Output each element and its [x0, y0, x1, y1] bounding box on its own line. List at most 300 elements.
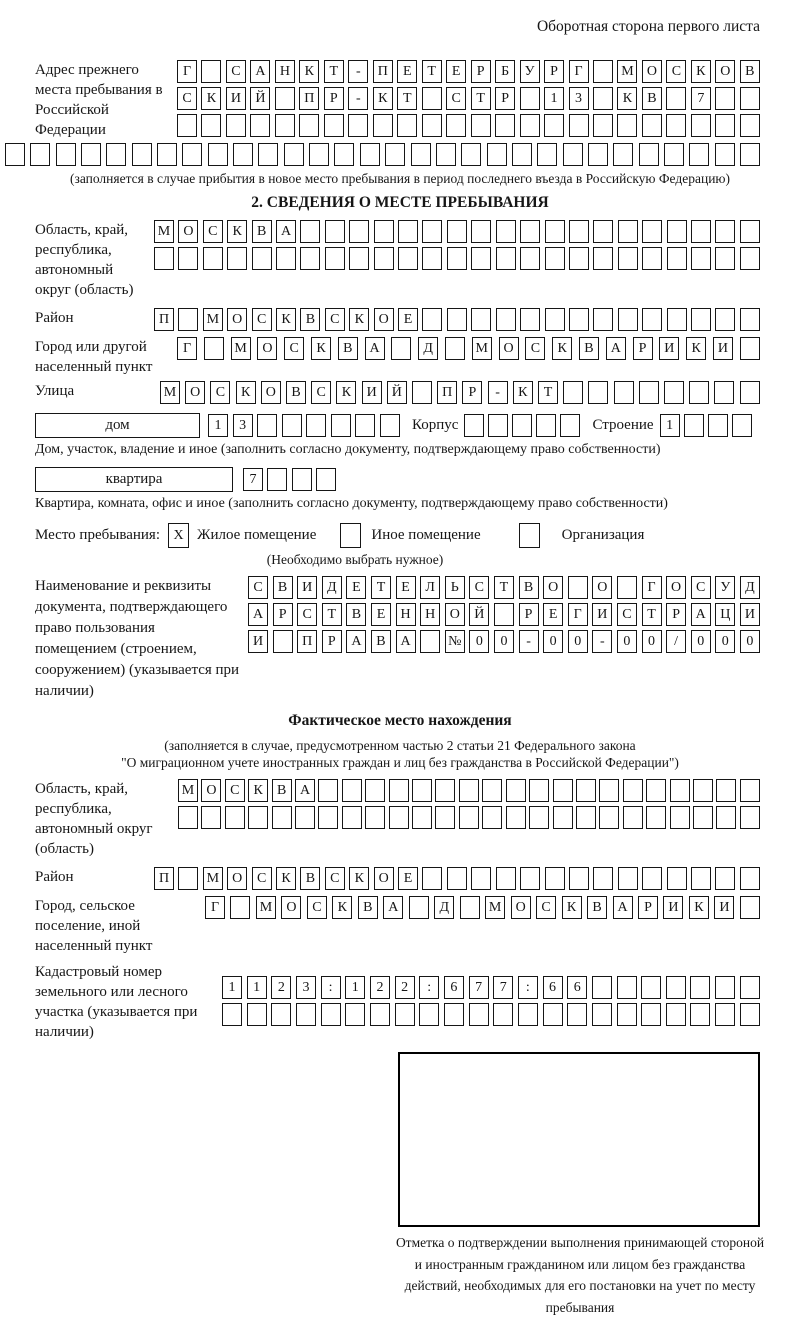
char-box[interactable]: [300, 247, 320, 270]
char-box[interactable]: К: [349, 867, 369, 890]
char-box[interactable]: О: [178, 220, 198, 243]
char-box[interactable]: Е: [397, 60, 417, 83]
char-box[interactable]: [740, 806, 760, 829]
char-box[interactable]: П: [154, 867, 174, 890]
char-box[interactable]: 0: [469, 630, 489, 653]
char-box[interactable]: [422, 87, 442, 110]
char-box[interactable]: [520, 247, 540, 270]
char-box[interactable]: С: [536, 896, 556, 919]
char-box[interactable]: [464, 414, 484, 437]
char-box[interactable]: 0: [568, 630, 588, 653]
char-box[interactable]: О: [666, 576, 686, 599]
other-premises-checkbox[interactable]: [340, 523, 361, 548]
char-box[interactable]: [471, 867, 491, 890]
char-box[interactable]: [284, 143, 304, 166]
char-box[interactable]: С: [252, 867, 272, 890]
char-box[interactable]: [204, 337, 224, 360]
char-box[interactable]: К: [373, 87, 393, 110]
char-box[interactable]: [496, 220, 516, 243]
char-box[interactable]: Д: [434, 896, 454, 919]
char-box[interactable]: [275, 114, 295, 137]
char-box[interactable]: [411, 143, 431, 166]
char-box[interactable]: 1: [660, 414, 680, 437]
char-box[interactable]: Т: [371, 576, 391, 599]
char-box[interactable]: [593, 114, 613, 137]
char-box[interactable]: П: [373, 60, 393, 83]
char-box[interactable]: [444, 1003, 464, 1026]
char-box[interactable]: [618, 308, 638, 331]
char-box[interactable]: [740, 779, 760, 802]
char-box[interactable]: -: [348, 87, 368, 110]
char-box[interactable]: С: [248, 576, 268, 599]
char-box[interactable]: [459, 779, 479, 802]
char-box[interactable]: К: [248, 779, 268, 802]
char-box[interactable]: [106, 143, 126, 166]
char-box[interactable]: -: [348, 60, 368, 83]
char-box[interactable]: [282, 414, 302, 437]
char-box[interactable]: [154, 247, 174, 270]
char-box[interactable]: /: [666, 630, 686, 653]
char-box[interactable]: К: [227, 220, 247, 243]
char-box[interactable]: К: [311, 337, 331, 360]
char-box[interactable]: 6: [444, 976, 464, 999]
char-box[interactable]: [617, 576, 637, 599]
char-box[interactable]: [715, 247, 735, 270]
char-box[interactable]: С: [325, 308, 345, 331]
char-box[interactable]: П: [437, 381, 457, 404]
char-box[interactable]: [642, 308, 662, 331]
char-box[interactable]: [617, 1003, 637, 1026]
char-box[interactable]: [666, 87, 686, 110]
char-box[interactable]: №: [445, 630, 465, 653]
char-box[interactable]: В: [358, 896, 378, 919]
char-box[interactable]: [374, 220, 394, 243]
char-box[interactable]: [715, 220, 735, 243]
char-box[interactable]: С: [469, 576, 489, 599]
char-box[interactable]: [537, 143, 557, 166]
char-box[interactable]: [740, 220, 760, 243]
char-box[interactable]: П: [299, 87, 319, 110]
char-box[interactable]: У: [520, 60, 540, 83]
char-box[interactable]: Т: [397, 87, 417, 110]
char-box[interactable]: [716, 779, 736, 802]
char-box[interactable]: [445, 337, 465, 360]
char-box[interactable]: [447, 308, 467, 331]
char-box[interactable]: [300, 220, 320, 243]
char-box[interactable]: Е: [371, 603, 391, 626]
char-box[interactable]: [689, 143, 709, 166]
char-box[interactable]: [714, 381, 734, 404]
char-box[interactable]: 3: [233, 414, 253, 437]
char-box[interactable]: [460, 896, 480, 919]
char-box[interactable]: [599, 779, 619, 802]
char-box[interactable]: С: [446, 87, 466, 110]
char-box[interactable]: [563, 143, 583, 166]
char-box[interactable]: [258, 143, 278, 166]
char-box[interactable]: [276, 247, 296, 270]
char-box[interactable]: [482, 806, 502, 829]
char-box[interactable]: В: [740, 60, 760, 83]
char-box[interactable]: [666, 114, 686, 137]
char-box[interactable]: [740, 87, 760, 110]
char-box[interactable]: К: [332, 896, 352, 919]
char-box[interactable]: К: [562, 896, 582, 919]
char-box[interactable]: [666, 1003, 686, 1026]
char-box[interactable]: [334, 143, 354, 166]
char-box[interactable]: Г: [177, 337, 197, 360]
char-box[interactable]: [496, 308, 516, 331]
char-box[interactable]: [422, 308, 442, 331]
char-box[interactable]: [588, 143, 608, 166]
char-box[interactable]: :: [321, 976, 341, 999]
char-box[interactable]: [520, 114, 540, 137]
char-box[interactable]: [691, 220, 711, 243]
char-box[interactable]: [512, 143, 532, 166]
char-box[interactable]: [691, 114, 711, 137]
char-box[interactable]: -: [519, 630, 539, 653]
flat-type-box[interactable]: квартира: [35, 467, 233, 492]
char-box[interactable]: 7: [493, 976, 513, 999]
organization-checkbox[interactable]: [519, 523, 540, 548]
char-box[interactable]: [355, 414, 375, 437]
char-box[interactable]: [342, 779, 362, 802]
char-box[interactable]: К: [276, 308, 296, 331]
char-box[interactable]: М: [203, 308, 223, 331]
char-box[interactable]: К: [686, 337, 706, 360]
char-box[interactable]: [495, 114, 515, 137]
char-box[interactable]: [617, 114, 637, 137]
char-box[interactable]: [646, 779, 666, 802]
char-box[interactable]: 0: [494, 630, 514, 653]
char-box[interactable]: [182, 143, 202, 166]
char-box[interactable]: А: [276, 220, 296, 243]
char-box[interactable]: [494, 603, 514, 626]
char-box[interactable]: [641, 1003, 661, 1026]
char-box[interactable]: [389, 806, 409, 829]
char-box[interactable]: [273, 630, 293, 653]
char-box[interactable]: [447, 867, 467, 890]
char-box[interactable]: [201, 114, 221, 137]
char-box[interactable]: В: [579, 337, 599, 360]
char-box[interactable]: [693, 779, 713, 802]
char-box[interactable]: [543, 1003, 563, 1026]
char-box[interactable]: Д: [740, 576, 760, 599]
char-box[interactable]: В: [338, 337, 358, 360]
char-box[interactable]: 2: [271, 976, 291, 999]
char-box[interactable]: [569, 220, 589, 243]
char-box[interactable]: [593, 60, 613, 83]
char-box[interactable]: [318, 779, 338, 802]
char-box[interactable]: [447, 247, 467, 270]
char-box[interactable]: В: [300, 867, 320, 890]
char-box[interactable]: Ь: [445, 576, 465, 599]
char-box[interactable]: [178, 806, 198, 829]
char-box[interactable]: [365, 806, 385, 829]
char-box[interactable]: Е: [446, 60, 466, 83]
char-box[interactable]: Г: [642, 576, 662, 599]
char-box[interactable]: И: [740, 603, 760, 626]
char-box[interactable]: У: [715, 576, 735, 599]
house-type-box[interactable]: дом: [35, 413, 200, 438]
char-box[interactable]: [639, 143, 659, 166]
char-box[interactable]: О: [374, 867, 394, 890]
char-box[interactable]: Т: [642, 603, 662, 626]
char-box[interactable]: С: [210, 381, 230, 404]
char-box[interactable]: [309, 143, 329, 166]
char-box[interactable]: [740, 1003, 760, 1026]
char-box[interactable]: [716, 806, 736, 829]
char-box[interactable]: [544, 114, 564, 137]
char-box[interactable]: [360, 143, 380, 166]
char-box[interactable]: 1: [222, 976, 242, 999]
char-box[interactable]: [667, 247, 687, 270]
char-box[interactable]: [670, 806, 690, 829]
char-box[interactable]: Н: [396, 603, 416, 626]
char-box[interactable]: О: [499, 337, 519, 360]
char-box[interactable]: О: [374, 308, 394, 331]
char-box[interactable]: [373, 114, 393, 137]
char-box[interactable]: 7: [243, 468, 263, 491]
char-box[interactable]: [365, 779, 385, 802]
char-box[interactable]: М: [472, 337, 492, 360]
char-box[interactable]: [461, 143, 481, 166]
char-box[interactable]: [536, 414, 556, 437]
char-box[interactable]: Р: [324, 87, 344, 110]
char-box[interactable]: А: [248, 603, 268, 626]
char-box[interactable]: А: [365, 337, 385, 360]
char-box[interactable]: [715, 308, 735, 331]
char-box[interactable]: О: [227, 867, 247, 890]
char-box[interactable]: 0: [617, 630, 637, 653]
char-box[interactable]: [496, 867, 516, 890]
char-box[interactable]: О: [592, 576, 612, 599]
char-box[interactable]: [389, 779, 409, 802]
char-box[interactable]: Т: [324, 60, 344, 83]
char-box[interactable]: [667, 308, 687, 331]
char-box[interactable]: [30, 143, 50, 166]
char-box[interactable]: [740, 867, 760, 890]
char-box[interactable]: [613, 143, 633, 166]
char-box[interactable]: [420, 630, 440, 653]
char-box[interactable]: [248, 806, 268, 829]
char-box[interactable]: И: [659, 337, 679, 360]
char-box[interactable]: О: [257, 337, 277, 360]
char-box[interactable]: С: [666, 60, 686, 83]
char-box[interactable]: К: [689, 896, 709, 919]
char-box[interactable]: К: [552, 337, 572, 360]
char-box[interactable]: Т: [471, 87, 491, 110]
char-box[interactable]: [576, 779, 596, 802]
char-box[interactable]: [252, 247, 272, 270]
char-box[interactable]: [488, 414, 508, 437]
char-box[interactable]: О: [642, 60, 662, 83]
char-box[interactable]: Г: [177, 60, 197, 83]
char-box[interactable]: 0: [691, 630, 711, 653]
char-box[interactable]: [250, 114, 270, 137]
char-box[interactable]: [593, 867, 613, 890]
char-box[interactable]: И: [226, 87, 246, 110]
char-box[interactable]: Г: [569, 60, 589, 83]
char-box[interactable]: [667, 220, 687, 243]
char-box[interactable]: К: [691, 60, 711, 83]
char-box[interactable]: [667, 867, 687, 890]
char-box[interactable]: В: [286, 381, 306, 404]
char-box[interactable]: [471, 220, 491, 243]
char-box[interactable]: [553, 806, 573, 829]
char-box[interactable]: [691, 247, 711, 270]
char-box[interactable]: [593, 308, 613, 331]
char-box[interactable]: [422, 247, 442, 270]
char-box[interactable]: К: [513, 381, 533, 404]
char-box[interactable]: [370, 1003, 390, 1026]
char-box[interactable]: М: [617, 60, 637, 83]
char-box[interactable]: [666, 976, 686, 999]
char-box[interactable]: [715, 114, 735, 137]
char-box[interactable]: [391, 337, 411, 360]
char-box[interactable]: И: [362, 381, 382, 404]
char-box[interactable]: В: [346, 603, 366, 626]
char-box[interactable]: [715, 976, 735, 999]
char-box[interactable]: [740, 976, 760, 999]
char-box[interactable]: Е: [396, 576, 416, 599]
char-box[interactable]: [422, 114, 442, 137]
char-box[interactable]: С: [284, 337, 304, 360]
char-box[interactable]: [203, 247, 223, 270]
char-box[interactable]: [201, 60, 221, 83]
char-box[interactable]: С: [225, 779, 245, 802]
char-box[interactable]: [715, 87, 735, 110]
char-box[interactable]: [639, 381, 659, 404]
char-box[interactable]: С: [226, 60, 246, 83]
char-box[interactable]: Р: [633, 337, 653, 360]
char-box[interactable]: [267, 468, 287, 491]
char-box[interactable]: [157, 143, 177, 166]
char-box[interactable]: [201, 806, 221, 829]
char-box[interactable]: Н: [420, 603, 440, 626]
char-box[interactable]: В: [587, 896, 607, 919]
char-box[interactable]: С: [307, 896, 327, 919]
char-box[interactable]: К: [617, 87, 637, 110]
char-box[interactable]: [599, 806, 619, 829]
char-box[interactable]: [684, 414, 704, 437]
char-box[interactable]: [506, 806, 526, 829]
char-box[interactable]: [271, 1003, 291, 1026]
char-box[interactable]: [345, 1003, 365, 1026]
char-box[interactable]: М: [154, 220, 174, 243]
char-box[interactable]: М: [203, 867, 223, 890]
char-box[interactable]: И: [248, 630, 268, 653]
char-box[interactable]: [422, 867, 442, 890]
char-box[interactable]: [233, 143, 253, 166]
char-box[interactable]: В: [642, 87, 662, 110]
char-box[interactable]: [670, 779, 690, 802]
char-box[interactable]: [520, 220, 540, 243]
char-box[interactable]: Д: [418, 337, 438, 360]
char-box[interactable]: [715, 143, 735, 166]
char-box[interactable]: [520, 308, 540, 331]
char-box[interactable]: [664, 143, 684, 166]
char-box[interactable]: [412, 381, 432, 404]
char-box[interactable]: [469, 1003, 489, 1026]
char-box[interactable]: [5, 143, 25, 166]
char-box[interactable]: Р: [462, 381, 482, 404]
char-box[interactable]: [740, 114, 760, 137]
char-box[interactable]: [529, 806, 549, 829]
char-box[interactable]: И: [714, 896, 734, 919]
char-box[interactable]: 6: [567, 976, 587, 999]
char-box[interactable]: О: [185, 381, 205, 404]
char-box[interactable]: 1: [544, 87, 564, 110]
char-box[interactable]: Р: [471, 60, 491, 83]
char-box[interactable]: Й: [387, 381, 407, 404]
char-box[interactable]: 0: [740, 630, 760, 653]
char-box[interactable]: [275, 87, 295, 110]
char-box[interactable]: [553, 779, 573, 802]
char-box[interactable]: [569, 114, 589, 137]
char-box[interactable]: [642, 247, 662, 270]
char-box[interactable]: [325, 247, 345, 270]
char-box[interactable]: [292, 468, 312, 491]
char-box[interactable]: Р: [638, 896, 658, 919]
char-box[interactable]: [693, 806, 713, 829]
char-box[interactable]: [321, 1003, 341, 1026]
char-box[interactable]: 0: [543, 630, 563, 653]
char-box[interactable]: [740, 381, 760, 404]
char-box[interactable]: О: [201, 779, 221, 802]
char-box[interactable]: [208, 143, 228, 166]
char-box[interactable]: [642, 114, 662, 137]
char-box[interactable]: С: [203, 220, 223, 243]
char-box[interactable]: [568, 576, 588, 599]
char-box[interactable]: П: [297, 630, 317, 653]
char-box[interactable]: [708, 414, 728, 437]
char-box[interactable]: [646, 806, 666, 829]
char-box[interactable]: С: [311, 381, 331, 404]
char-box[interactable]: [569, 308, 589, 331]
char-box[interactable]: 1: [247, 976, 267, 999]
char-box[interactable]: [295, 806, 315, 829]
char-box[interactable]: Р: [544, 60, 564, 83]
char-box[interactable]: [691, 308, 711, 331]
char-box[interactable]: [569, 247, 589, 270]
char-box[interactable]: [715, 1003, 735, 1026]
char-box[interactable]: [614, 381, 634, 404]
char-box[interactable]: [459, 806, 479, 829]
char-box[interactable]: [412, 779, 432, 802]
char-box[interactable]: [689, 381, 709, 404]
char-box[interactable]: [588, 381, 608, 404]
char-box[interactable]: [512, 414, 532, 437]
char-box[interactable]: О: [445, 603, 465, 626]
char-box[interactable]: [593, 87, 613, 110]
char-box[interactable]: [569, 867, 589, 890]
char-box[interactable]: [349, 220, 369, 243]
char-box[interactable]: Е: [543, 603, 563, 626]
char-box[interactable]: [81, 143, 101, 166]
char-box[interactable]: 2: [395, 976, 415, 999]
char-box[interactable]: О: [511, 896, 531, 919]
char-box[interactable]: Г: [205, 896, 225, 919]
char-box[interactable]: -: [592, 630, 612, 653]
char-box[interactable]: [642, 867, 662, 890]
char-box[interactable]: [222, 1003, 242, 1026]
char-box[interactable]: 0: [715, 630, 735, 653]
char-box[interactable]: Й: [250, 87, 270, 110]
char-box[interactable]: :: [518, 976, 538, 999]
char-box[interactable]: О: [281, 896, 301, 919]
char-box[interactable]: [506, 779, 526, 802]
char-box[interactable]: [740, 337, 760, 360]
